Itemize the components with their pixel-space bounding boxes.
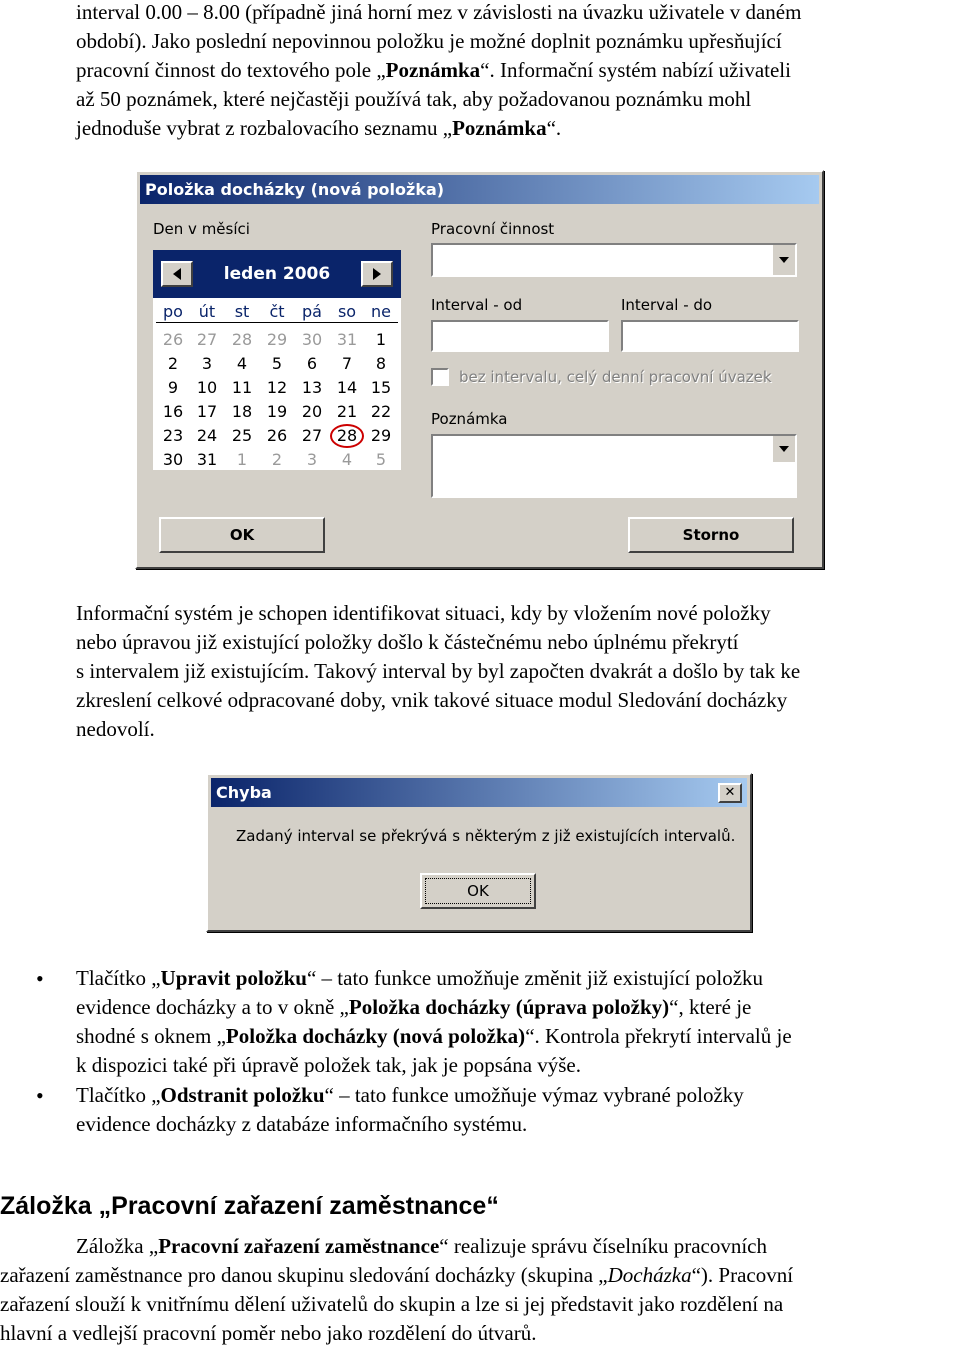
- weekday-label: ne: [371, 302, 391, 321]
- arrow-right-icon: [372, 268, 382, 280]
- weekday-divider: [156, 322, 398, 323]
- next-month-button[interactable]: [361, 261, 393, 287]
- weekday-label: po: [163, 302, 183, 321]
- dialog-title: Chyba: [211, 778, 747, 807]
- calendar-month-title: leden 2006: [223, 264, 331, 284]
- ok-button[interactable]: OK: [159, 517, 325, 553]
- text-line: pracovní činnost do textového pole „Poznámka“. Informační systém nabízí uživateli: [76, 58, 791, 82]
- arrow-left-icon: [172, 268, 182, 280]
- bullet-edit-item: [76, 964, 955, 1080]
- calendar-day[interactable]: 27: [301, 426, 323, 445]
- calendar-day[interactable]: 2: [167, 354, 179, 373]
- text-line: evidence docházky z databáze informačního systému.: [76, 1112, 528, 1136]
- text-line: nedovolí.: [76, 717, 155, 741]
- calendar-day[interactable]: 1: [236, 450, 248, 469]
- day-of-month-label: Den v měsíci: [153, 220, 250, 238]
- calendar-day[interactable]: 21: [336, 402, 358, 421]
- paragraph-work-assignment-cont: [0, 1261, 955, 1348]
- ok-button[interactable]: OK: [420, 873, 536, 909]
- calendar-day[interactable]: 16: [162, 402, 184, 421]
- calendar-day[interactable]: 4: [236, 354, 248, 373]
- calendar-day[interactable]: 2: [271, 450, 283, 469]
- interval-from-input[interactable]: [431, 320, 609, 352]
- calendar-day[interactable]: 31: [196, 450, 218, 469]
- calendar-day[interactable]: 5: [375, 450, 387, 469]
- full-day-checkbox[interactable]: [431, 368, 449, 386]
- calendar-day[interactable]: 22: [370, 402, 392, 421]
- calendar-day[interactable]: 13: [301, 378, 323, 397]
- weekday-label: čt: [269, 302, 285, 321]
- bullet-icon: •: [36, 966, 44, 991]
- text-line: zařazení slouží k vnitřnímu dělení uživatelů do skupin a lze si jej představit jako rozdělení na: [0, 1292, 784, 1316]
- calendar-day[interactable]: 8: [375, 354, 387, 373]
- calendar-day[interactable]: 10: [196, 378, 218, 397]
- text-line: období). Jako poslední nepovinnou položku je možné doplnit poznámku upřesňující: [76, 29, 782, 53]
- weekday-label: út: [198, 302, 216, 321]
- calendar-day[interactable]: 3: [306, 450, 318, 469]
- work-activity-select[interactable]: [431, 243, 797, 277]
- text-line: hlavní a vedlejší pracovní poměr nebo jako rozdělení do útvarů.: [0, 1321, 537, 1345]
- calendar-day[interactable]: 26: [266, 426, 288, 445]
- text-line: evidence docházky a to v okně „Položka docházky (úprava položky)“, které je: [76, 995, 752, 1019]
- text-line: až 50 poznámek, které nejčastěji používá tak, aby požadovanou poznámku mohl: [76, 87, 752, 111]
- paragraph-intro: [76, 0, 955, 143]
- calendar-day[interactable]: 29: [266, 330, 288, 349]
- calendar-day[interactable]: 27: [196, 330, 218, 349]
- attendance-item-dialog: [135, 170, 824, 569]
- chevron-down-icon: [779, 257, 789, 263]
- close-icon: ✕: [724, 785, 736, 800]
- weekday-label: so: [337, 302, 357, 321]
- calendar-day[interactable]: 30: [301, 330, 323, 349]
- paragraph-overlap: [76, 599, 955, 744]
- calendar-day[interactable]: 24: [196, 426, 218, 445]
- calendar-day[interactable]: 29: [370, 426, 392, 445]
- text-line: zkreslení celkové odpracované doby, vnik takové situace modul Sledování docházky: [76, 688, 788, 712]
- interval-from-label: Interval - od: [431, 296, 523, 314]
- text-line: Záložka „Pracovní zařazení zaměstnance“ realizuje správu číselníku pracovních: [76, 1234, 767, 1258]
- text-line: k dispozici také při úpravě položek tak, jak je popsána výše.: [76, 1053, 582, 1077]
- calendar-day[interactable]: 1: [375, 330, 387, 349]
- calendar-day[interactable]: 31: [336, 330, 358, 349]
- previous-month-button[interactable]: [161, 261, 193, 287]
- calendar-day[interactable]: 20: [301, 402, 323, 421]
- text-line: nebo úpravou již existující položky došlo k částečnému nebo úplnému překrytí: [76, 630, 739, 654]
- interval-to-label: Interval - do: [621, 296, 713, 314]
- calendar-day[interactable]: 25: [231, 426, 253, 445]
- text-line: s intervalem již existujícím. Takový interval by byl započten dvakrát a došlo by tak ke: [76, 659, 801, 683]
- calendar-day[interactable]: 11: [231, 378, 253, 397]
- text-line: Tlačítko „Upravit položku“ – tato funkce umožňuje změnit již existující položku: [76, 966, 764, 990]
- text-line: Informační systém je schopen identifikovat situaci, kdy by vložením nové položky: [76, 601, 771, 625]
- text-line: zařazení zaměstnance pro danou skupinu sledování docházky (skupina „Docházka“). Pracovní: [0, 1263, 794, 1287]
- interval-to-input[interactable]: [621, 320, 799, 352]
- text-line: shodné s oknem „Položka docházky (nová položka)“. Kontrola překrytí intervalů je: [76, 1024, 792, 1048]
- cancel-button[interactable]: Storno: [628, 517, 794, 553]
- calendar-day[interactable]: 19: [266, 402, 288, 421]
- calendar-day[interactable]: 30: [162, 450, 184, 469]
- text-line: Tlačítko „Odstranit položku“ – tato funkce umožňuje výmaz vybrané položky: [76, 1083, 744, 1107]
- text-line: jednoduše vybrat z rozbalovacího seznamu „Poznámka“.: [76, 116, 562, 140]
- work-activity-dropdown-button[interactable]: [771, 245, 795, 275]
- dialog-title: Položka docházky (nová položka): [140, 175, 819, 204]
- text-line: interval 0.00 – 8.00 (případně jiná horní mez v závislosti na úvazku uživatele v daném: [76, 0, 802, 24]
- close-button[interactable]: [718, 783, 742, 803]
- note-label: Poznámka: [431, 410, 508, 428]
- calendar-day[interactable]: 6: [306, 354, 318, 373]
- calendar-day[interactable]: 12: [266, 378, 288, 397]
- section-heading: Záložka „Pracovní zařazení zaměstnance“: [0, 1192, 499, 1220]
- calendar-day[interactable]: 28: [330, 424, 364, 448]
- calendar-day[interactable]: 14: [336, 378, 358, 397]
- paragraph-work-assignment: [0, 1232, 955, 1261]
- error-dialog: [206, 773, 752, 932]
- calendar-day[interactable]: 7: [341, 354, 353, 373]
- note-dropdown-button[interactable]: [771, 436, 795, 462]
- calendar-day[interactable]: 3: [201, 354, 213, 373]
- chevron-down-icon: [779, 446, 789, 452]
- full-day-checkbox-label: bez intervalu, celý denní pracovní úvazek: [459, 368, 772, 386]
- bullet-delete-item: [76, 1081, 955, 1139]
- error-message: Zadaný interval se překrývá s některým z již existujících intervalů.: [236, 827, 736, 845]
- weekday-label: pá: [302, 302, 322, 321]
- calendar-day[interactable]: 23: [162, 426, 184, 445]
- calendar-day[interactable]: 18: [231, 402, 253, 421]
- month-calendar[interactable]: [153, 250, 401, 470]
- weekday-label: st: [234, 302, 250, 321]
- calendar-day[interactable]: 9: [167, 378, 179, 397]
- calendar-day[interactable]: 28: [231, 330, 253, 349]
- calendar-day[interactable]: 5: [271, 354, 283, 373]
- calendar-day[interactable]: 26: [162, 330, 184, 349]
- note-combobox[interactable]: [431, 434, 797, 498]
- calendar-day[interactable]: 17: [196, 402, 218, 421]
- bullet-icon: •: [36, 1083, 44, 1108]
- calendar-day[interactable]: 4: [341, 450, 353, 469]
- calendar-day[interactable]: 15: [370, 378, 392, 397]
- work-activity-label: Pracovní činnost: [431, 220, 555, 238]
